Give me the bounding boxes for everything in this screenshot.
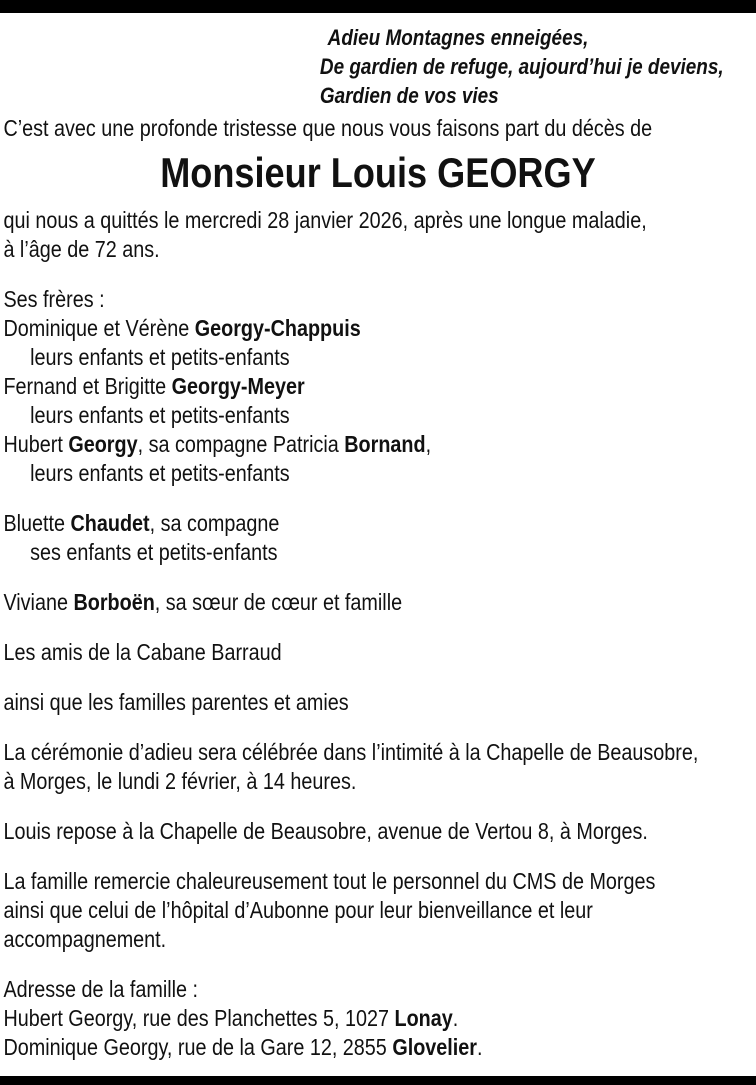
epigraph [320,23,756,110]
death-details-line-2: à l’âge de 72 ans. [3,236,160,262]
ceremony-line-1: La cérémonie d’adieu sera célébrée dans l’intimité à la Chapelle de Beausobre, [3,739,699,765]
address-line-2 [3,1033,756,1062]
address-2-period: . [476,1034,483,1060]
sister-surname: Borboën [73,589,155,615]
epigraph-line-1: Adieu Montagnes enneigées, [327,25,589,50]
companion-text-end: , sa compagne [149,510,280,536]
deceased-name-title: Monsieur Louis GEORGY [160,149,596,196]
sibling-3-text: Hubert [3,431,69,457]
bottom-border-bar [0,1076,756,1085]
thanks-line-2: ainsi que celui de l’hôpital d’Aubonne pour leur bienveillance et leur [3,897,593,923]
thanks-section [3,867,756,954]
sibling-3-text-mid: , sa compagne Patricia [137,431,345,457]
address-section [3,975,756,1062]
sibling-2-surname: Georgy-Meyer [171,373,305,399]
sibling-line-3 [3,430,756,459]
ceremony-section [3,738,756,796]
sibling-3-text-end: , [425,431,432,457]
sibling-2-descendants: leurs enfants et petits-enfants [30,402,290,428]
address-heading: Adresse de la famille : [3,976,199,1002]
thanks-line-1: La famille remercie chaleureusement tout le personnel du CMS de Morges [3,868,656,894]
companion-text: Bluette [3,510,71,536]
thanks-line-3: accompagnement. [3,926,167,952]
address-1-city: Lonay [394,1005,453,1031]
sibling-line-1 [3,314,756,343]
siblings-heading: Ses frères : [3,286,105,312]
death-details [3,206,756,264]
ceremony-line-2: à Morges, le lundi 2 février, à 14 heures. [3,768,357,794]
sibling-3-surname: Georgy [68,431,138,457]
companion-line [3,509,756,538]
sibling-line-2 [3,372,756,401]
siblings-section [3,285,756,488]
address-1-text: Hubert Georgy, rue des Planchettes 5, 1027 [3,1005,395,1031]
repose-line: Louis repose à la Chapelle de Beausobre, avenue de Vertou 8, à Morges. [3,818,648,844]
epigraph-line-3: Gardien de vos vies [319,83,499,108]
address-line-1 [3,1004,756,1033]
intro-line: C’est avec une profonde tristesse que nous vous faisons part du décès de [3,115,653,141]
sibling-1-text: Dominique et Vérène [3,315,195,341]
sister-text-end: , sa sœur de cœur et famille [154,589,403,615]
sibling-3-partner-surname: Bornand [344,431,426,457]
sister-text: Viviane [3,589,74,615]
companion-descendants: ses enfants et petits-enfants [30,539,278,565]
sibling-3-descendants: leurs enfants et petits-enfants [30,460,290,486]
epigraph-line-2: De gardien de refuge, aujourd’hui je deviens, [319,54,724,79]
death-details-line-1: qui nous a quittés le mercredi 28 janvier 2026, après une longue maladie, [3,207,647,233]
sister-line [3,588,756,617]
families-line: ainsi que les familles parentes et amies [3,689,349,715]
address-2-text: Dominique Georgy, rue de la Gare 12, 2855 [3,1034,393,1060]
companion-surname: Chaudet [70,510,150,536]
sibling-1-surname: Georgy-Chappuis [194,315,361,341]
friends-line: Les amis de la Cabane Barraud [3,639,282,665]
sibling-2-text: Fernand et Brigitte [3,373,172,399]
top-border-bar [0,0,756,13]
sibling-1-descendants: leurs enfants et petits-enfants [30,344,290,370]
address-1-period: . [452,1005,459,1031]
address-2-city: Glovelier [392,1034,477,1060]
obituary-notice [0,13,756,1083]
companion-section [3,509,756,567]
